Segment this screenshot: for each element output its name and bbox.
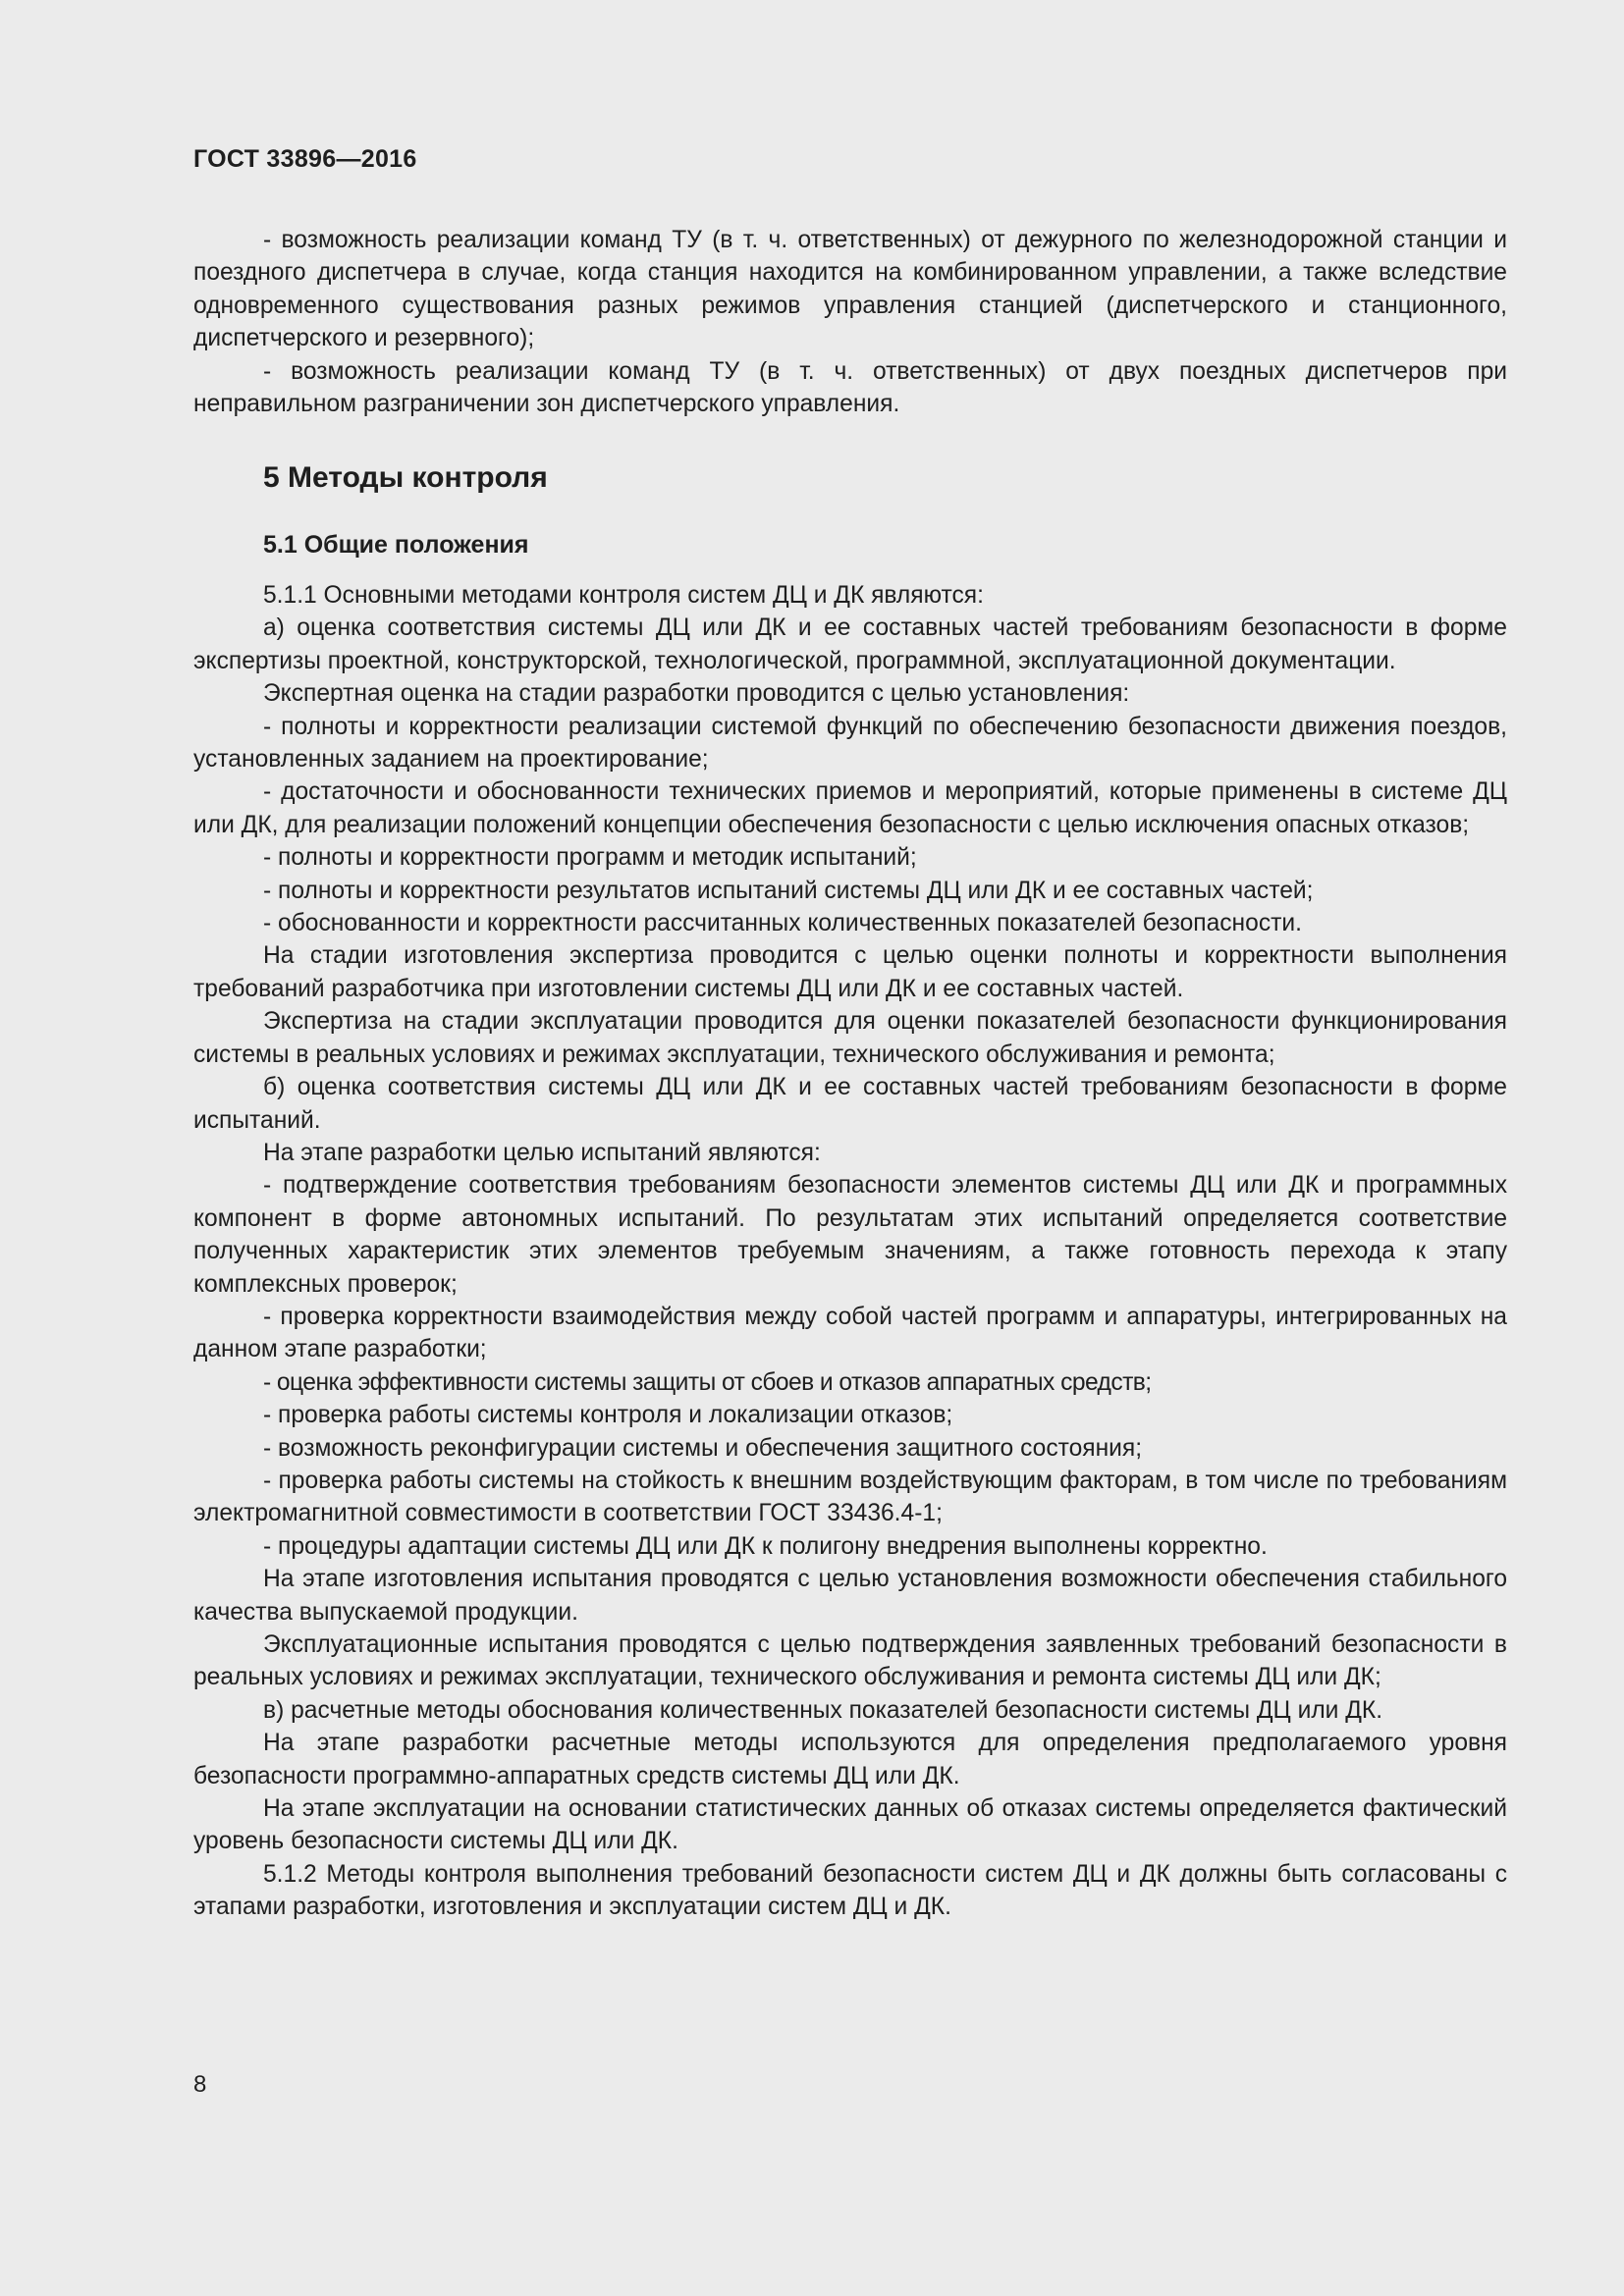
paragraph: На этапе эксплуатации на основании статистических данных об отказах системы определяется фактический уровень безопасности системы ДЦ или ДК. xyxy=(193,1795,1507,1855)
paragraph: 5.1.2 Методы контроля выполнения требований безопасности систем ДЦ и ДК должны быть согласованы с этапами разработки, изготовления и эксплуатации систем ДЦ и ДК. xyxy=(193,1860,1507,1921)
document-page xyxy=(193,0,1507,2296)
paragraph: - проверка корректности взаимодействия между собой частей программ и аппаратуры, интегрированных на данном этапе разработки; xyxy=(193,1303,1507,1363)
section-heading: 5 Методы контроля xyxy=(263,461,548,494)
paragraph: Эксплуатационные испытания проводятся с целью подтверждения заявленных требований безопасности в реальных условиях и режимах эксплуатации, технического обслуживания и ремонта системы ДЦ или ДК; xyxy=(193,1631,1507,1691)
paragraph: Экспертная оценка на стадии разработки проводится с целью установления: xyxy=(263,680,1130,708)
paragraph: - достаточности и обоснованности технических приемов и мероприятий, которые применены в системе ДЦ или ДК, для реализации положений концепции обеспечения безопасности с целью исключения опасных отказов; xyxy=(193,778,1507,838)
paragraph: - полноты и корректности программ и методик испытаний; xyxy=(263,844,917,872)
paragraph: в) расчетные методы обоснования количественных показателей безопасности системы ДЦ или ДК. xyxy=(263,1696,1383,1724)
paragraph: Экспертиза на стадии эксплуатации проводится для оценки показателей безопасности функционирования системы в реальных условиях и режимах эксплуатации, технического обслуживания и ремонта; xyxy=(193,1008,1507,1068)
paragraph: На этапе изготовления испытания проводятся с целью установления возможности обеспечения стабильного качества выпускаемой продукции. xyxy=(193,1566,1507,1626)
page-number: 8 xyxy=(193,2071,207,2098)
paragraph: - процедуры адаптации системы ДЦ или ДК к полигону внедрения выполнены корректно. xyxy=(263,1532,1268,1560)
paragraph: а) оценка соответствия системы ДЦ или ДК и ее составных частей требованиям безопасности в форме экспертизы проектной, конструкторской, технологической, программной, эксплуатационной документации. xyxy=(193,614,1507,674)
paragraph: - возможность реализации команд ТУ (в т. ч. ответственных) от дежурного по железнодорожной станции и поездного диспетчера в случае, когда станция находится на комбинированном управлении, а также вследствие одновременного существования разных режимов управления станцией (диспетчерского и станционного, диспетчерского и резервного); xyxy=(193,227,1507,352)
subsection-heading: 5.1 Общие положения xyxy=(263,531,529,559)
paragraph: - возможность реализации команд ТУ (в т. ч. ответственных) от двух поездных диспетчеров при неправильном разграничении зон диспетчерского управления. xyxy=(193,357,1507,418)
paragraph: - полноты и корректности результатов испытаний системы ДЦ или ДК и ее составных частей; xyxy=(263,877,1314,904)
paragraph: - обоснованности и корректности рассчитанных количественных показателей безопасности. xyxy=(263,910,1302,937)
paragraph: - возможность реконфигурации системы и обеспечения защитного состояния; xyxy=(263,1434,1143,1462)
paragraph: б) оценка соответствия системы ДЦ или ДК и ее составных частей требованиям безопасности в форме испытаний. xyxy=(193,1074,1507,1134)
paragraph: На этапе разработки целью испытаний являются: xyxy=(263,1139,821,1166)
paragraph: На этапе разработки расчетные методы используются для определения предполагаемого уровня безопасности программно-аппаратных средств системы ДЦ или ДК. xyxy=(193,1730,1507,1789)
paragraph: - оценка эффективности системы защиты от сбоев и отказов аппаратных средств; xyxy=(263,1368,1152,1396)
paragraph: - проверка работы системы контроля и локализации отказов; xyxy=(263,1402,953,1429)
intro-text-block xyxy=(193,224,1507,420)
document-code-header: ГОСТ 33896—2016 xyxy=(193,145,417,173)
body-text-block xyxy=(193,579,1507,1924)
paragraph: - подтверждение соответствия требованиям безопасности элементов системы ДЦ или ДК и программных компонент в форме автономных испытаний. По результатам этих испытаний определяется соответствие полученных характеристик этих элементов требуемым значениям, а также готовность перехода к этапу комплексных проверок; xyxy=(193,1172,1507,1298)
paragraph: - проверка работы системы на стойкость к внешним воздействующим факторам, в том числе по требованиям электромагнитной совместимости в соответствии ГОСТ 33436.4-1; xyxy=(193,1467,1507,1527)
paragraph: На стадии изготовления экспертиза проводится с целью оценки полноты и корректности выполнения требований разработчика при изготовлении системы ДЦ или ДК и ее составных частей. xyxy=(193,942,1507,1002)
paragraph: - полноты и корректности реализации системой функций по обеспечению безопасности движения поездов, установленных заданием на проектирование; xyxy=(193,713,1507,774)
paragraph: 5.1.1 Основными методами контроля систем ДЦ и ДК являются: xyxy=(263,582,984,609)
